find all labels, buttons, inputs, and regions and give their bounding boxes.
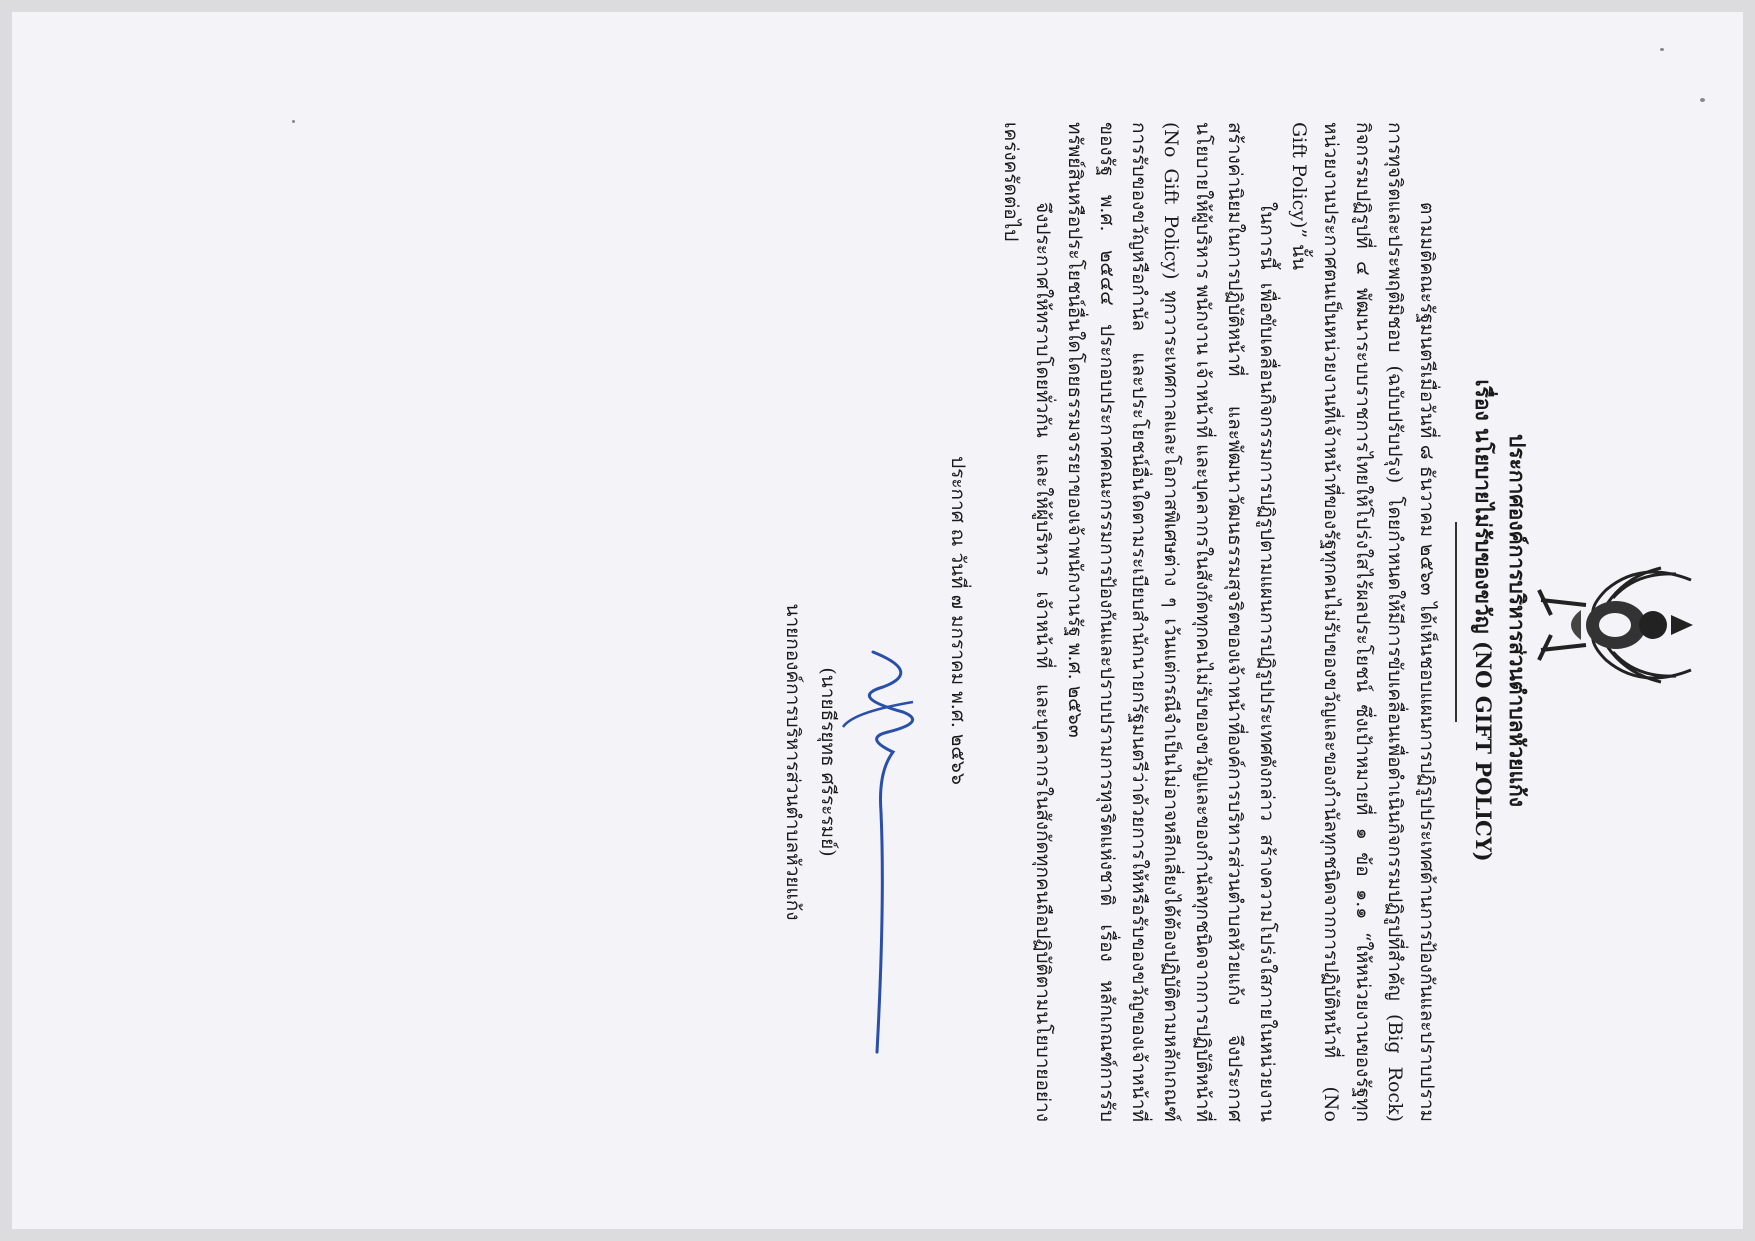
document-subject: เรื่อง นโยบายไม่รับของขวัญ (NO GIFT POLICY)	[1471, 379, 1496, 862]
scan-speck	[292, 120, 295, 123]
paragraph-2: ในการนี้ เพื่อขับเคลื่อนกิจกรรมการปฏิรูปตามแผนการปฏิรูปประเทศดังกล่าว สร้างความโปร่งใสภายในหน่วยงาน สร้างค่านิยมในการปฏิบัติหน้าที่ และพัฒนาวัฒนธรรมสุจริตของเจ้าหน้าที่องค์การบริหารส่วนตำบลหัวยแก้ง จึงประกาศนโยบายให้ผู้บริหาร พนักงาน เจ้าหน้าที่ และบุคลากรในสังกัดทุกคนไม่รับของขวัญและของกำนัลทุกชนิดจากการปฏิบัติหน้าที่ (No Gift Policy) ทุกวาระเทศกาลและโอกาสพิเศษต่าง ๆ เว้นแต่กรณีจำเป็นไม่อาจหลีกเลี่ยงได้ต้องปฏิบัติตามหลักเกณฑ์การรับของขวัญหรือกำนัล และประโยชน์อื่นใดตามระเบียบสำนักนายกรัฐมนตรีว่าด้วยการให้หรือรับของขวัญของเจ้าหน้าที่ของรัฐ พ.ศ. ๒๕๔๔ ประกอบประกาศคณะกรรมการป้องกันและปราบปรามการทุจริตแห่งชาติ เรื่อง หลักเกณฑ์การรับทรัพย์สินหรือประโยชน์อื่นใดโดยธรรมจรรยาของเจ้าพนักงานรัฐ พ.ศ. ๒๕๖๓	[1064, 122, 1278, 1122]
scan-speck	[1660, 48, 1664, 51]
garuda-emblem-icon	[1521, 560, 1711, 690]
paragraph-3: จึงประกาศให้ทราบโดยทั่วกัน และให้ผู้บริหาร เจ้าหน้าที่ และบุคลากรในสังกัดทุกคนถือปฏิบัติตามนโยบายอย่างเคร่งครัดต่อไป	[1000, 122, 1054, 1122]
paragraph-1: ตามมติคณะรัฐมนตรีเมื่อวันที่ ๘ ธันวาคม ๒๕๖๓ ได้เห็นชอบแผนการปฏิรูปประเทศด้านการป้องกันและปราบปรามการทุจริตและประพฤติมิชอบ (ฉบับปรับปรุง) โดยกำหนดให้มีการขับเคลื่อนเพื่อดำเนินกิจกรรมปฏิรูปที่สำคัญ (Big Rock) กิจกรรมปฏิรูปที่ ๔ พัฒนาระบบราชการไทยให้โปร่งใสไร้ผลประโยชน์ ซึ่งเป้าหมายที่ ๑ ข้อ ๑.๑ “ให้หน่วยงานของรัฐทุกหน่วยงานประกาศตนเป็นหน่วยงานที่เจ้าหน้าที่ของรัฐทุกคนไม่รับของขวัญและของกำนัลทุกชนิดจากการปฏิบัติหน้าที่ (No Gift Policy)” นั้น	[1288, 122, 1438, 1122]
signer-title: นายกองค์การบริหารส่วนตำบลหัวยแก้ง	[782, 603, 804, 921]
scan-speck	[1700, 98, 1705, 102]
date-line: ประกาศ ณ วันที่ ๗ มกราคม พ.ศ. ๒๕๖๖	[947, 456, 969, 785]
signer-name: (นายธีรยุทธ ศรีระรมย์)	[817, 667, 839, 857]
document-body	[995, 122, 1443, 1122]
title-divider	[1455, 522, 1457, 722]
document-org-title: ประกาศองค์การบริหารส่วนตำบลหัวยแก้ง	[1505, 434, 1530, 807]
scanned-page	[12, 12, 1743, 1229]
rotated-letter	[12, 12, 1743, 1229]
